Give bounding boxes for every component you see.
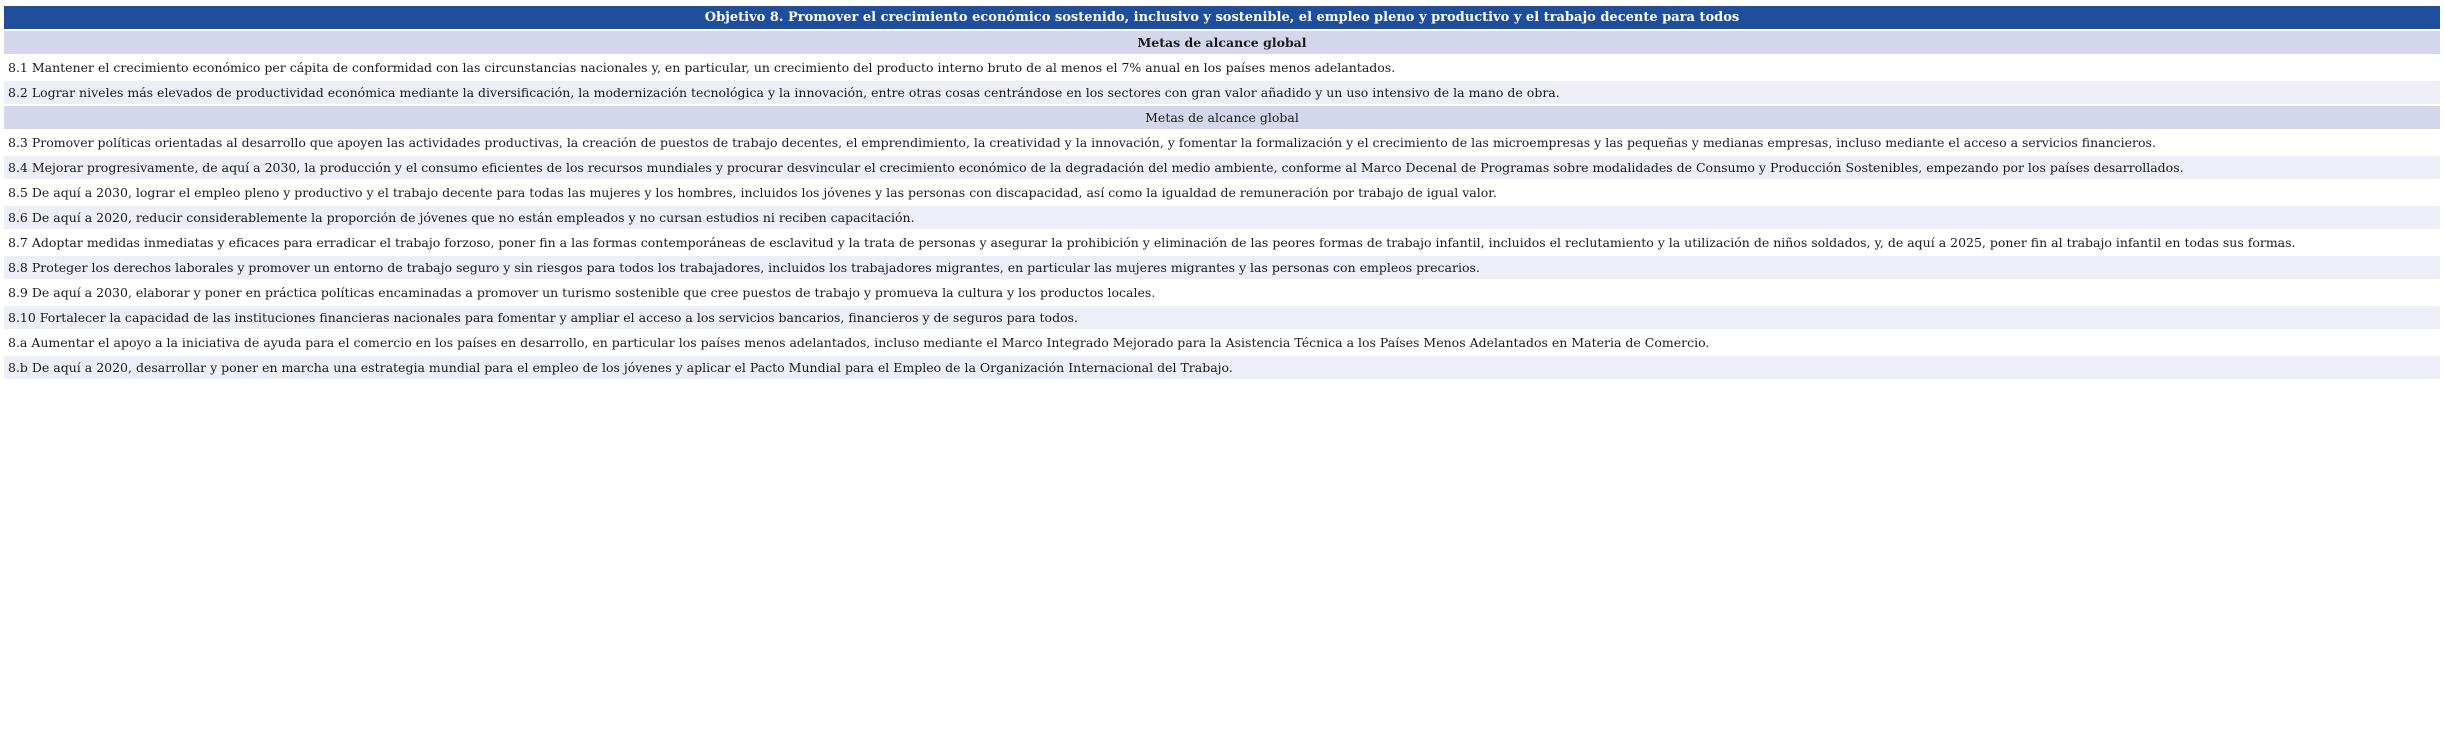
target-8-3: 8.3 Promover políticas orientadas al desarrollo que apoyen las actividades productivas, la creación de puestos de trabajo decentes, el emprendimiento, la creatividad y la innovación, y fomentar la formalización y el crecimiento de las microempresas y las pequeñas y medianas empresas, incluso mediante el acceso a servicios financieros. [4,131,2440,154]
table-row [4,181,2440,204]
target-8-1: 8.1 Mantener el crecimiento económico per cápita de conformidad con las circunstancias nacionales y, en particular, un crecimiento del producto interno bruto de al menos el 7% anual en los países menos adelantados. [4,56,2440,79]
target-8-5: 8.5 De aquí a 2030, lograr el empleo pleno y productivo y el trabajo decente para todas las mujeres y los hombres, incluidos los jóvenes y las personas con discapacidad, así como la igualdad de remuneración por trabajo de igual valor. [4,181,2440,204]
section-header-row [4,106,2440,129]
sdg-goal-8-table [4,4,2440,381]
goal-title-row [4,6,2440,29]
table-body [4,6,2440,379]
target-8-6: 8.6 De aquí a 2020, reducir considerablemente la proporción de jóvenes que no están empleados y no cursan estudios ni reciben capacitación. [4,206,2440,229]
target-8-a: 8.a Aumentar el apoyo a la iniciativa de ayuda para el comercio en los países en desarrollo, en particular los países menos adelantados, incluso mediante el Marco Integrado Mejorado para la Asistencia Técnica a los Países Menos Adelantados en Materia de Comercio. [4,331,2440,354]
section-header: Metas de alcance global [4,106,2440,129]
target-8-8: 8.8 Proteger los derechos laborales y promover un entorno de trabajo seguro y sin riesgos para todos los trabajadores, incluidos los trabajadores migrantes, en particular las mujeres migrantes y las personas con empleos precarios. [4,256,2440,279]
table-row [4,331,2440,354]
table-row [4,56,2440,79]
table-row [4,81,2440,104]
table-row [4,306,2440,329]
table-row [4,131,2440,154]
target-8-10: 8.10 Fortalecer la capacidad de las instituciones financieras nacionales para fomentar y ampliar el acceso a los servicios bancarios, financieros y de seguros para todos. [4,306,2440,329]
target-8-7: 8.7 Adoptar medidas inmediatas y eficaces para erradicar el trabajo forzoso, poner fin a las formas contemporáneas de esclavitud y la trata de personas y asegurar la prohibición y eliminación de las peores formas de trabajo infantil, incluidos el reclutamiento y la utilización de niños soldados, y, de aquí a 2025, poner fin al trabajo infantil en todas sus formas. [4,231,2440,254]
table-row [4,231,2440,254]
goal-title: Objetivo 8. Promover el crecimiento económico sostenido, inclusivo y sostenible, el empleo pleno y productivo y el trabajo decente para todos [4,6,2440,29]
target-8-2: 8.2 Lograr niveles más elevados de productividad económica mediante la diversificación, la modernización tecnológica y la innovación, entre otras cosas centrándose en los sectores con gran valor añadido y un uso intensivo de la mano de obra. [4,81,2440,104]
target-8-b: 8.b De aquí a 2020, desarrollar y poner en marcha una estrategia mundial para el empleo de los jóvenes y aplicar el Pacto Mundial para el Empleo de la Organización Internacional del Trabajo. [4,356,2440,379]
table-row [4,156,2440,179]
section-header: Metas de alcance global [4,31,2440,54]
table-row [4,281,2440,304]
section-header-row [4,31,2440,54]
table-row [4,206,2440,229]
table-row [4,356,2440,379]
target-8-9: 8.9 De aquí a 2030, elaborar y poner en práctica políticas encaminadas a promover un turismo sostenible que cree puestos de trabajo y promueva la cultura y los productos locales. [4,281,2440,304]
target-8-4: 8.4 Mejorar progresivamente, de aquí a 2030, la producción y el consumo eficientes de los recursos mundiales y procurar desvincular el crecimiento económico de la degradación del medio ambiente, conforme al Marco Decenal de Programas sobre modalidades de Consumo y Producción Sostenibles, empezando por los países desarrollados. [4,156,2440,179]
table-row [4,256,2440,279]
